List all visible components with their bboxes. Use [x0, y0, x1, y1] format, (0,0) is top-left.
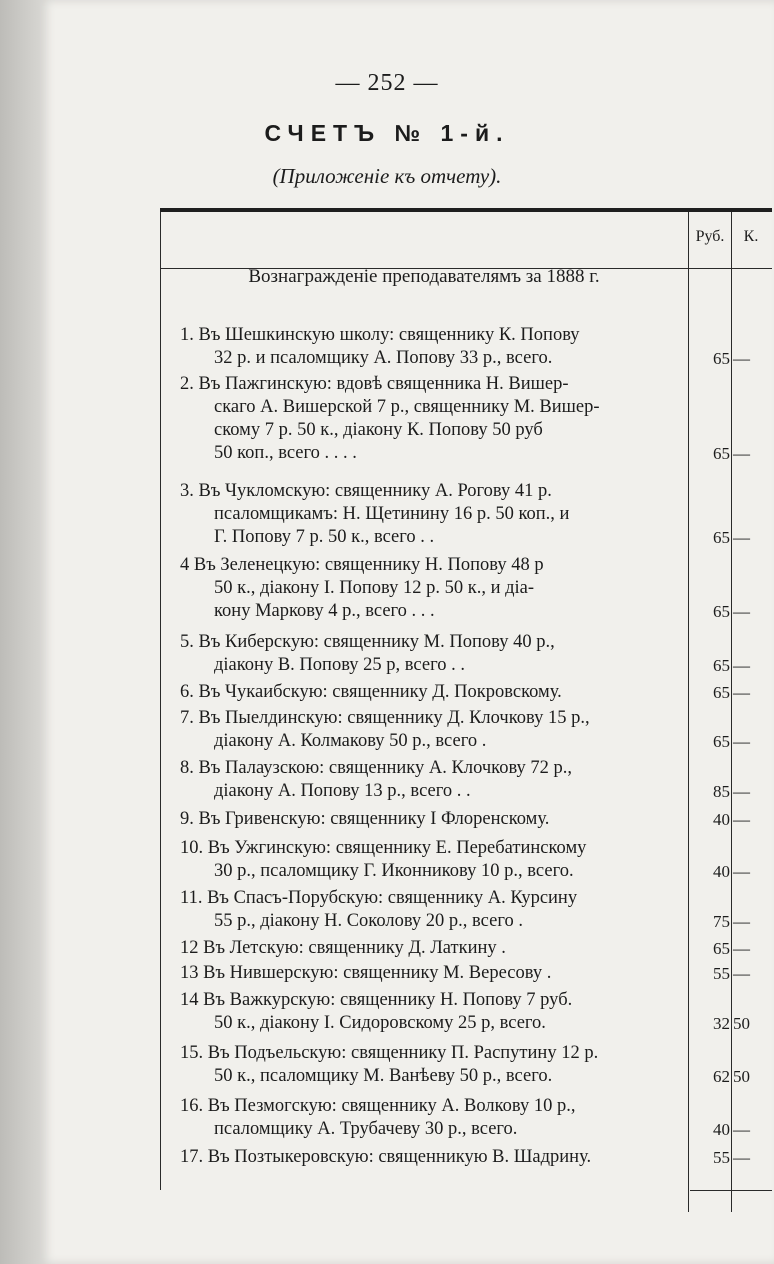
list-item: [180, 681, 690, 704]
item-text-line: 50 к., діакону І. Попову 12 р. 50 к., и діа-: [214, 578, 535, 598]
amount-kopecks: —: [733, 683, 750, 702]
account-subtitle: (Приложеніе къ отчету).: [272, 164, 502, 188]
amount-rubles: 65: [713, 683, 730, 702]
amount-kopecks: 50: [733, 1014, 750, 1033]
list-item: [180, 554, 690, 623]
item-text-line: скаго А. Вишерской 7 р., священнику М. Вишер-: [214, 397, 600, 417]
list-item: [180, 808, 690, 831]
amount-kopecks: —: [733, 602, 750, 621]
amount-rubles: 85: [713, 782, 730, 801]
item-text-line: діакону В. Попову 25 р, всего . .: [214, 655, 465, 675]
item-text-line: 6. Въ Чукаибскую: священнику Д. Покровскому.: [180, 682, 562, 702]
item-text-line: 32 р. и псаломщику А. Попову 33 р., всего.: [214, 348, 553, 368]
item-text-line: 7. Въ Пыелдинскую: священнику Д. Клочкову 15 р.,: [180, 708, 590, 728]
amount-kopecks: —: [733, 964, 750, 983]
item-text-line: 16. Въ Пезмогскую: священнику А. Волкову 10 р.,: [180, 1096, 576, 1116]
amount-kopecks: —: [733, 732, 750, 751]
amount-kopecks: —: [733, 444, 750, 463]
amount-rubles: 40: [713, 862, 730, 881]
list-item: [180, 1095, 690, 1141]
list-item: [180, 757, 690, 803]
section-title: Вознагражденіе преподавателямъ за 1888 г.: [248, 266, 600, 287]
item-text-line: 3. Въ Чукломскую: священнику А. Рогову 41 р.: [180, 481, 552, 501]
item-text-line: 17. Въ Позтыкеровскую: священникую В. Шадрину.: [180, 1147, 592, 1167]
item-text-line: діакону А. Попову 13 р., всего . .: [214, 781, 471, 801]
list-item: [180, 373, 690, 465]
item-text-line: 30 р., псаломщику Г. Иконникову 10 р., всего.: [214, 861, 574, 881]
item-text-line: 1. Въ Шешкинскую школу: священнику К. Попову: [180, 325, 580, 345]
item-text-line: скому 7 р. 50 к., діакону К. Попову 50 руб: [214, 420, 543, 440]
amount-rubles: 75: [713, 912, 730, 931]
amount-rubles: 62: [713, 1067, 730, 1086]
amount-kopecks: —: [733, 1120, 750, 1139]
item-text-line: 13 Въ Нившерскую: священнику М. Вересову .: [180, 963, 552, 983]
amount-kopecks: —: [733, 349, 750, 368]
amount-kopecks: —: [733, 912, 750, 931]
amount-kopecks: 50: [733, 1067, 750, 1086]
amount-rubles: 55: [713, 1148, 730, 1167]
list-item: [180, 707, 690, 753]
amount-kopecks: —: [733, 862, 750, 881]
amount-kopecks: —: [733, 1148, 750, 1167]
item-text-line: 10. Въ Ужгинскую: священнику Е. Перебатинскому: [180, 838, 587, 858]
item-text-line: 2. Въ Пажгинскую: вдовѣ священника Н. Вишер-: [180, 374, 569, 394]
amount-kopecks: —: [733, 939, 750, 958]
account-title: СЧЕТЪ № 1-й.: [264, 120, 510, 146]
rub-column-header: Руб.: [695, 228, 725, 245]
item-text-line: 50 коп., всего . . . .: [214, 443, 357, 463]
table-bottom-rule: [690, 1190, 772, 1191]
item-text-line: 4 Въ Зеленецкую: священнику Н. Попову 48 р: [180, 555, 544, 575]
item-text-line: 50 к., псаломщику М. Ванѣеву 50 р., всего.: [214, 1066, 553, 1086]
amount-rubles: 65: [713, 349, 730, 368]
list-item: [180, 887, 690, 933]
list-item: [180, 1042, 690, 1088]
item-text-line: 5. Въ Киберскую: священнику М. Попову 40 р.,: [180, 632, 555, 652]
list-item: [180, 1146, 690, 1169]
item-text-line: 15. Въ Подъельскую: священнику П. Распутину 12 р.: [180, 1043, 599, 1063]
amount-rubles: 65: [713, 602, 730, 621]
amount-rubles: 65: [713, 939, 730, 958]
amount-kopecks: —: [733, 656, 750, 675]
amount-rubles: 65: [713, 528, 730, 547]
list-item: [180, 480, 690, 549]
kop-column-header: К.: [743, 228, 759, 245]
amount-rubles: 55: [713, 964, 730, 983]
amount-kopecks: —: [733, 782, 750, 801]
item-text-line: псаломщику А. Трубачеву 30 р., всего.: [214, 1119, 518, 1139]
amount-rubles: 40: [713, 1120, 730, 1139]
item-text-line: кону Маркову 4 р., всего . . .: [214, 601, 435, 621]
item-text-line: 9. Въ Гривенскую: священнику І Флоренскому.: [180, 809, 550, 829]
amount-rubles: 65: [713, 656, 730, 675]
page-number: — 252 —: [335, 70, 439, 96]
item-text-line: псаломщикамъ: Н. Щетинину 16 р. 50 коп., и: [214, 504, 570, 524]
amount-kopecks: —: [733, 810, 750, 829]
amount-kopecks: —: [733, 528, 750, 547]
list-item: [180, 631, 690, 677]
list-item: [180, 937, 690, 960]
amount-rubles: 65: [713, 732, 730, 751]
item-text-line: 8. Въ Палаузскою: священнику А. Клочкову 72 р.,: [180, 758, 573, 778]
item-text-line: 50 к., діакону І. Сидоровскому 25 р, всего.: [214, 1013, 546, 1033]
item-text-line: 11. Въ Спасъ-Порубскую: священнику А. Курсину: [180, 888, 578, 908]
item-text-line: діакону А. Колмакову 50 р., всего .: [214, 731, 487, 751]
item-text-line: 55 р., діакону Н. Соколову 20 р., всего .: [214, 911, 523, 931]
list-item: [180, 837, 690, 883]
amount-rubles: 32: [713, 1014, 730, 1033]
item-text-line: 12 Въ Летскую: священнику Д. Латкину .: [180, 938, 506, 958]
list-item: [180, 989, 690, 1035]
amount-rubles: 65: [713, 444, 730, 463]
item-text-line: 14 Въ Важкурскую: священнику Н. Попову 7 руб.: [180, 990, 573, 1010]
list-item: [180, 962, 690, 985]
item-text-line: Г. Попову 7 р. 50 к., всего . .: [214, 527, 435, 547]
list-item: [180, 324, 690, 370]
amount-rubles: 40: [713, 810, 730, 829]
